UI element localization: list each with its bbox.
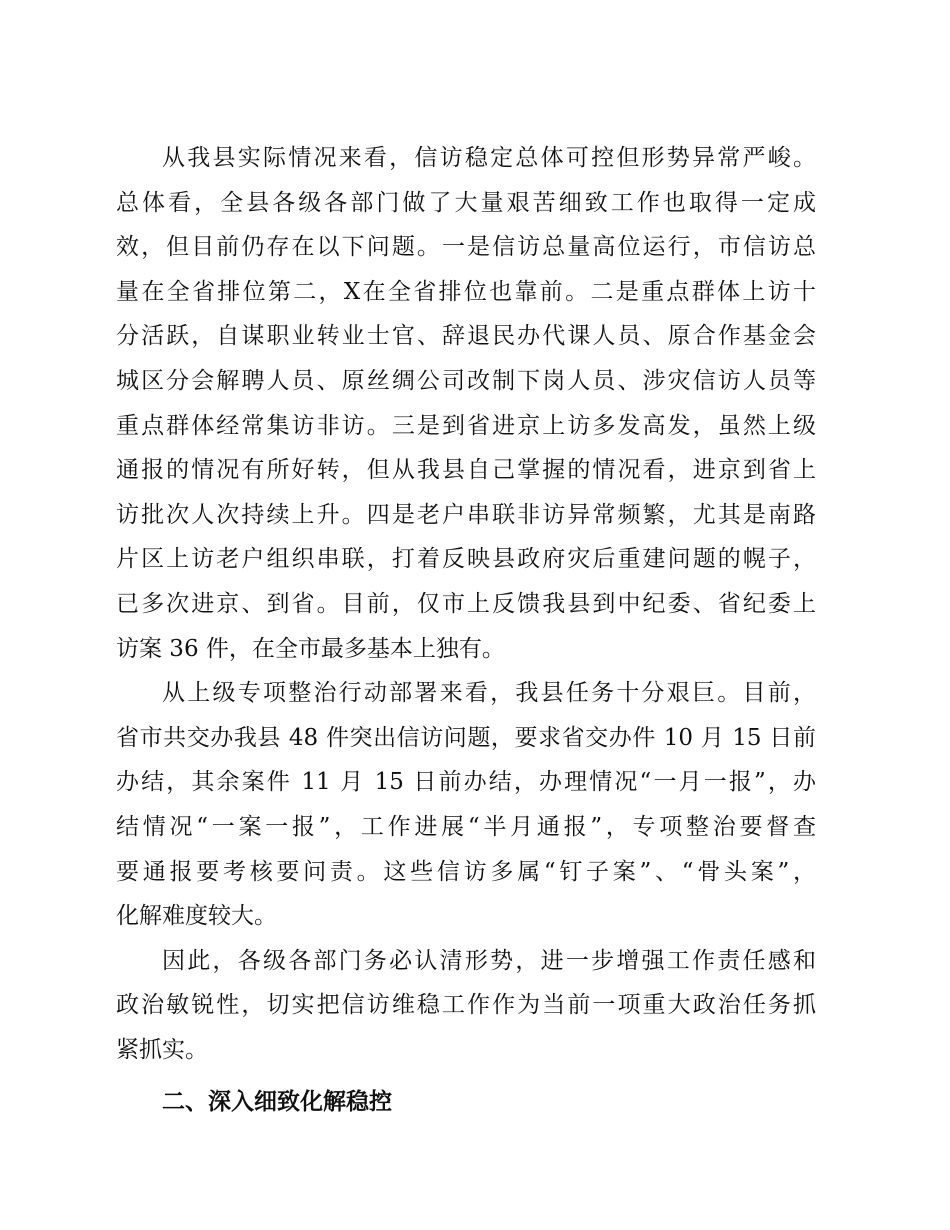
text-line: 量在全省排位第二，X在全省排位也靠前。二是重点群体上访十: [116, 278, 816, 305]
text-line: 效，但目前仍存在以下问题。一是信访总量高位运行，市信访总: [116, 234, 816, 261]
text-line: 重点群体经常集访非访。三是到省进京上访多发高发，虽然上级: [116, 412, 816, 439]
text-line: 片区上访老户组织串联，打着反映县政府灾后重建问题的幌子，: [116, 546, 816, 573]
text-line: 紧抓实。: [116, 1036, 208, 1063]
document-body: [116, 136, 816, 1125]
text-line: 从我县实际情况来看，信访稳定总体可控但形势异常严峻。: [162, 145, 816, 171]
section-heading: 二、深入细致化解稳控: [162, 1089, 392, 1116]
text-line: 已多次进京、到省。目前，仅市上反馈我县到中纪委、省纪委上: [116, 590, 816, 617]
text-line: 从上级专项整治行动部署来看，我县任务十分艰巨。目前，: [162, 680, 816, 707]
text-line: 访案 36 件，在全市最多基本上独有。: [116, 635, 505, 662]
text-line: 总体看，全县各级各部门做了大量艰苦细致工作也取得一定成: [116, 189, 816, 216]
text-line: 要通报要考核要问责。这些信访多属“钉子案”、“骨头案”，: [116, 858, 816, 885]
text-line: 省市共交办我县 48 件突出信访问题，要求省交办件 10 月 15 日前: [116, 724, 816, 751]
paragraph-situation: [116, 136, 816, 671]
text-line: 分活跃，自谋职业转业士官、辞退民办代课人员、原合作基金会: [116, 323, 816, 350]
text-line: 办结，其余案件 11 月 15 日前办结，办理情况“一月一报”，办: [116, 769, 816, 796]
text-line: 通报的情况有所好转，但从我县自己掌握的情况看，进京到省上: [116, 457, 816, 484]
paragraph-special-rectification: [116, 671, 816, 939]
text-line: 政治敏锐性，切实把信访维稳工作作为当前一项重大政治任务抓: [116, 992, 816, 1019]
paragraph-conclusion: [116, 939, 816, 1073]
text-line: 因此，各级各部门务必认清形势，进一步增强工作责任感和: [162, 947, 816, 974]
text-line: 化解难度较大。: [116, 903, 277, 930]
text-line: 结情况“一案一报”，工作进展“半月通报”，专项整治要督查: [116, 813, 816, 840]
text-line: 城区分会解聘人员、原丝绸公司改制下岗人员、涉灾信访人员等: [116, 367, 816, 394]
text-line: 访批次人次持续上升。四是老户串联非访异常频繁，尤其是南路: [116, 501, 816, 528]
